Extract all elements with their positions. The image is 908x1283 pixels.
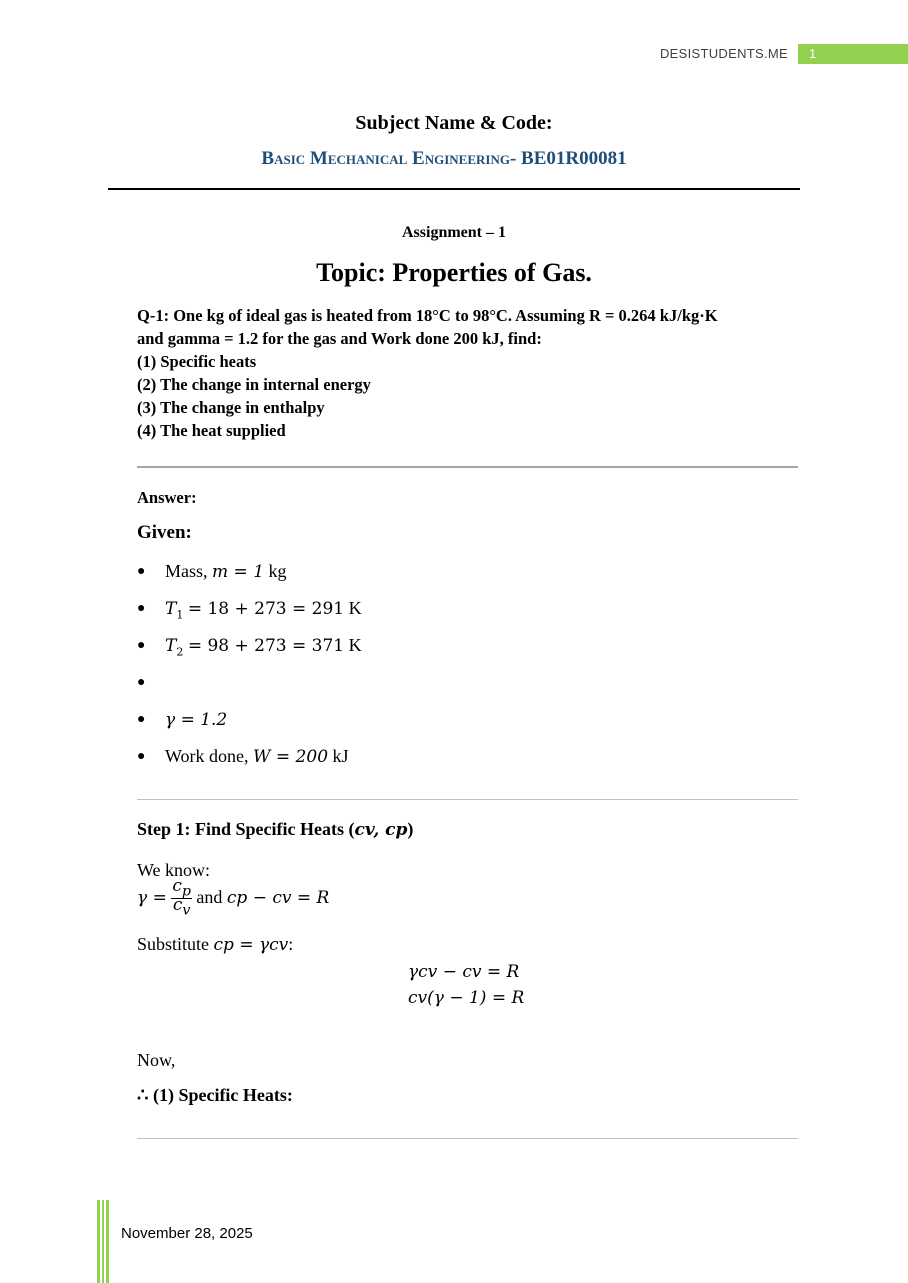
t2-symbol: $T_2$ bbox=[165, 636, 184, 659]
derivation-eq1: γcv − cv = R bbox=[408, 962, 520, 982]
mayer-relation: cp − cv = R bbox=[226, 888, 330, 909]
page-number: 1 bbox=[798, 44, 908, 64]
specific-heats-result-label: ∴ (1) Specific Heats: bbox=[137, 1085, 293, 1105]
work-label: Work done, bbox=[165, 746, 249, 766]
bullet-icon: ● bbox=[137, 601, 146, 616]
section-divider bbox=[137, 1138, 798, 1139]
substitute-equation: cp = γcv bbox=[213, 935, 289, 955]
t1-equation: = 18 + 273 = 291 bbox=[187, 599, 345, 619]
question-line: Q-1: One kg of ideal gas is heated from 18°C to 98°C. Assuming R = 0.264 kJ/kg·K bbox=[137, 306, 718, 325]
section-divider bbox=[137, 799, 798, 800]
gamma-fraction: $\frac{c_p}{c_v}$ bbox=[172, 876, 191, 919]
bullet-icon: ● bbox=[137, 712, 146, 727]
t2-unit: K bbox=[348, 635, 362, 655]
question-part: (3) The change in enthalpy bbox=[137, 398, 325, 417]
question-part: (1) Specific heats bbox=[137, 352, 257, 371]
assignment-label: Assignment – 1 bbox=[401, 224, 506, 241]
question-block bbox=[137, 304, 797, 442]
mass-label: Mass, bbox=[165, 561, 208, 581]
derivation-eq2: cv(γ − 1) = R bbox=[408, 988, 525, 1008]
t1-symbol: $T_1$ bbox=[165, 599, 184, 622]
bullet-icon: ● bbox=[137, 675, 146, 690]
bullet-icon: ● bbox=[137, 564, 146, 579]
footer-date: November 28, 2025 bbox=[121, 1225, 253, 1242]
now-label: Now, bbox=[137, 1050, 176, 1070]
question-part: (2) The change in internal energy bbox=[137, 375, 371, 394]
gamma-relation: γ = $\frac{c_p}{c_v}$ and cp − cv = R bbox=[137, 876, 330, 919]
bullet-icon: ● bbox=[137, 749, 146, 764]
title-divider bbox=[108, 188, 800, 190]
answer-label: Answer: bbox=[137, 488, 197, 507]
work-unit: kJ bbox=[332, 746, 349, 766]
mass-unit: kg bbox=[268, 561, 287, 581]
t2-equation: = 98 + 273 = 371 bbox=[187, 636, 345, 656]
step1-title-vars: cv, cp bbox=[354, 820, 408, 840]
work-equation: W = 200 bbox=[253, 747, 329, 767]
step1-title: Step 1: Find Specific Heats (cv, cp) bbox=[137, 819, 414, 840]
gamma-equation: γ = 1.2 bbox=[165, 710, 228, 730]
bullet-icon: ● bbox=[137, 638, 146, 653]
mass-equation: m = 1 bbox=[212, 562, 265, 582]
t1-unit: K bbox=[348, 598, 362, 618]
section-divider bbox=[137, 466, 798, 468]
question-part: (4) The heat supplied bbox=[137, 421, 286, 440]
subject-label: Subject Name & Code: bbox=[355, 112, 553, 134]
question-line: and gamma = 1.2 for the gas and Work done 200 kJ, find: bbox=[137, 329, 542, 348]
we-know-label: We know: bbox=[137, 860, 211, 880]
given-label: Given: bbox=[137, 522, 192, 543]
site-name: DESISTUDENTS.ME bbox=[659, 46, 788, 61]
and-word: and bbox=[196, 887, 223, 908]
subject-name-code: Basic Mechanical Engineering- BE01R00081 bbox=[261, 148, 627, 169]
topic-title: Topic: Properties of Gas. bbox=[316, 258, 592, 287]
footer-accent-bars bbox=[97, 1200, 109, 1283]
substitute-line: Substitute cp = γcv: bbox=[137, 934, 294, 955]
